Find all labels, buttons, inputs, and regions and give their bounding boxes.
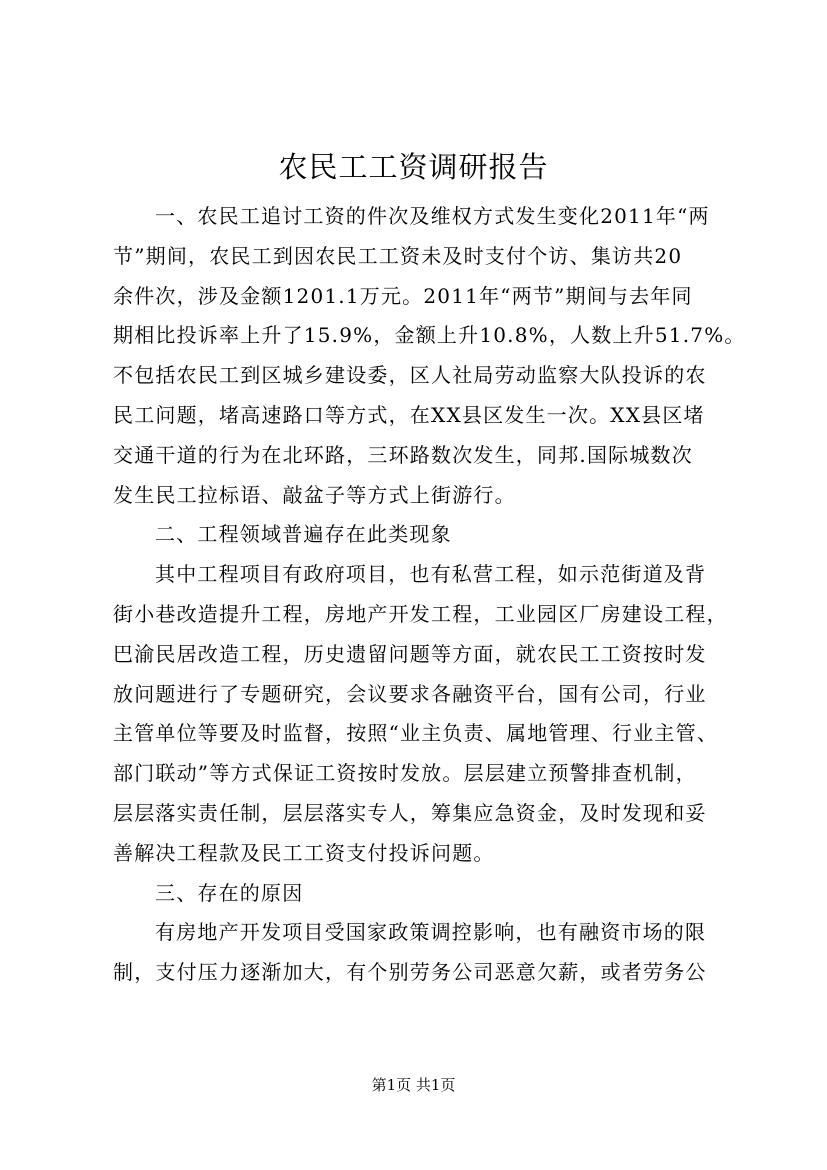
paragraph-line: 街小巷改造提升工程，房地产开发工程，工业园区厂房建设工程，	[113, 601, 728, 626]
paragraph-line: 民工问题，堵高速路口等方式，在XX县区发生一次。XX县区堵	[113, 402, 705, 427]
paragraph-line: 部门联动”等方式保证工资按时发放。层层建立预警排查机制，	[113, 761, 697, 786]
paragraph-line: 期相比投诉率上升了15.9%，金额上升10.8%，人数上升51.7%。	[113, 323, 746, 348]
section-heading: 三、存在的原因	[155, 880, 304, 905]
paragraph-line: 一、农民工追讨工资的件次及维权方式发生变化2011年“两	[155, 204, 710, 228]
paragraph-line: 不包括农民工到区城乡建设委，区人社局劳动监察大队投诉的农	[113, 363, 707, 388]
paragraph-line: 主管单位等要及时监督，按照“业主负责、属地管理、行业主管、	[113, 721, 719, 746]
paragraph-line: 交通干道的行为在北环路，三环路数次发生，同邦.国际城数次	[113, 442, 693, 467]
paragraph-line: 余件次，涉及金额1201.1万元。2011年“两节”期间与去年同	[113, 283, 693, 308]
paragraph-line: 发生民工拉标语、敲盆子等方式上街游行。	[113, 482, 516, 507]
section-heading: 二、工程领域普遍存在此类现象	[155, 522, 452, 547]
paragraph-line: 有房地产开发项目受国家政策调控影响，也有融资市场的限	[155, 920, 707, 945]
paragraph-line: 善解决工程款及民工工资支付投诉问题。	[113, 840, 495, 865]
document-title: 农民工工资调研报告	[278, 150, 549, 184]
paragraph-line: 制，支付压力逐渐加大，有个别劳务公司恶意欠薪，或者劳务公	[113, 960, 707, 985]
paragraph-line: 放问题进行了专题研究，会议要求各融资平台，国有公司，行业	[113, 681, 707, 706]
paragraph-line: 节”期间，农民工到因农民工工资未及时支付个访、集访共20	[113, 243, 683, 268]
document-body	[113, 197, 746, 993]
paragraph-line: 其中工程项目有政府项目，也有私营工程，如示范街道及背	[155, 562, 707, 587]
paragraph-line: 巴渝民居改造工程，历史遗留问题等方面，就农民工工资按时发	[113, 641, 707, 666]
page-footer: 第1页 共1页	[371, 1076, 456, 1094]
paragraph-line: 层层落实责任制，层层落实专人，筹集应急资金，及时发现和妥	[113, 800, 707, 825]
